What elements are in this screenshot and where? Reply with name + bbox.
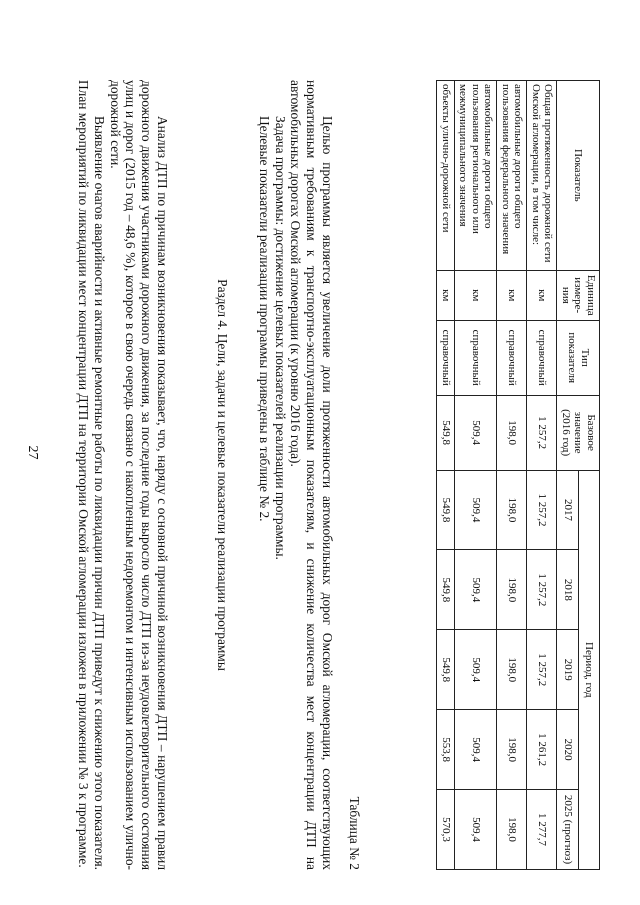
table-row [455,81,498,870]
cell-type: справочный [437,320,455,395]
header-period: Период, год [578,470,599,869]
cell-base: 549,8 [437,395,455,470]
intro-paragraphs [75,80,170,870]
header-year: 2025 (прогноз) [557,790,578,870]
cell-value: 509,4 [455,470,498,550]
cell-value: 549,8 [437,550,455,630]
header-base: Базовое значение (2016 год) [557,395,600,470]
header-year: 2019 [557,630,578,710]
header-year: 2017 [557,470,578,550]
cell-type: справочный [527,320,557,395]
cell-value: 1 277,7 [527,790,557,870]
cell-unit: км [455,270,498,320]
cell-value: 509,4 [455,710,498,790]
cell-unit: км [527,270,557,320]
cell-indicator: автомобильные дороги общего пользования регионального или межмуниципального значения [455,81,498,271]
cell-value: 509,4 [455,630,498,710]
cell-value: 1 257,2 [527,630,557,710]
paragraph: Выявление очагов аварийности и активные ремонтные работы по ликвидации причин ДТП приведут к снижению этого показателя. План мероприятий по ликвидации мест концентрации ДТП на территории Омской агломерации изложен в приложении № 3 к программе. [76,80,107,870]
cell-unit: км [497,270,527,320]
cell-value: 198,0 [497,710,527,790]
cell-value: 549,8 [437,630,455,710]
paragraph: Целью программы является увеличение доли протяженности автомобильных дорог Омской агломерации, соответствующих нормативным требованиям к транспортно-эксплуатационным показателям, и снижение количества мест концентрации ДТП на автомобильных дорогах Омской агломерации (к уровню 2016 года). [288,80,335,870]
cell-base: 1 257,2 [527,395,557,470]
cell-value: 570,3 [437,790,455,870]
cell-value: 198,0 [497,470,527,550]
cell-indicator: автомобильные дороги общего пользования федерального значения [497,81,527,271]
paragraph: Целевые показатели реализации программы приведены в таблице № 2. [256,116,272,522]
section-heading: Раздел 4. Цели, задачи и целевые показатели реализации программы [215,279,230,671]
header-year: 2020 [557,710,578,790]
cell-unit: км [437,270,455,320]
cell-indicator: Общая протяженность дорожной сети Омской агломерации, в том числе: [527,81,557,271]
cell-value: 198,0 [497,630,527,710]
cell-base: 509,4 [455,395,498,470]
table-row [527,81,557,870]
table-row [497,81,527,870]
cell-value: 509,4 [455,550,498,630]
target-indicators-table [437,80,601,870]
section-paragraphs [256,80,335,870]
paragraph: Анализ ДТП по причинам возникновения показывает, что, наряду с основной причиной возникновения ДТП – нарушением правил дорожного движения участниками дорожного движения, за последние годы выросло число ДТП из-за неудовлетворительного состояния улиц и дорог (2015 год – 48,6 %), которое в свою очередь связано с накопленным недоремонтом и интенсивным использованием улично-дорожной сети. [107,80,170,870]
header-year: 2018 [557,550,578,630]
table-label: Таблица № 2 [347,796,362,870]
cell-value: 198,0 [497,790,527,870]
cell-base: 198,0 [497,395,527,470]
cell-indicator: объекты улично-дорожной сети [437,81,455,271]
header-type: Тип показателя [557,320,600,395]
table-row [437,81,455,870]
cell-value: 1 257,2 [527,550,557,630]
cell-value: 553,8 [437,710,455,790]
header-indicator: Показатель [557,81,600,271]
cell-value: 198,0 [497,550,527,630]
header-unit: Единица измере-ния [557,270,600,320]
cell-type: справочный [497,320,527,395]
cell-value: 1 261,2 [527,710,557,790]
cell-value: 1 257,2 [527,470,557,550]
cell-type: справочный [455,320,498,395]
cell-value: 549,8 [437,470,455,550]
paragraph: Задача программы: достижение целевых показателей реализации программы. [272,116,288,560]
page-number: 27 [25,445,40,460]
cell-value: 509,4 [455,790,498,870]
